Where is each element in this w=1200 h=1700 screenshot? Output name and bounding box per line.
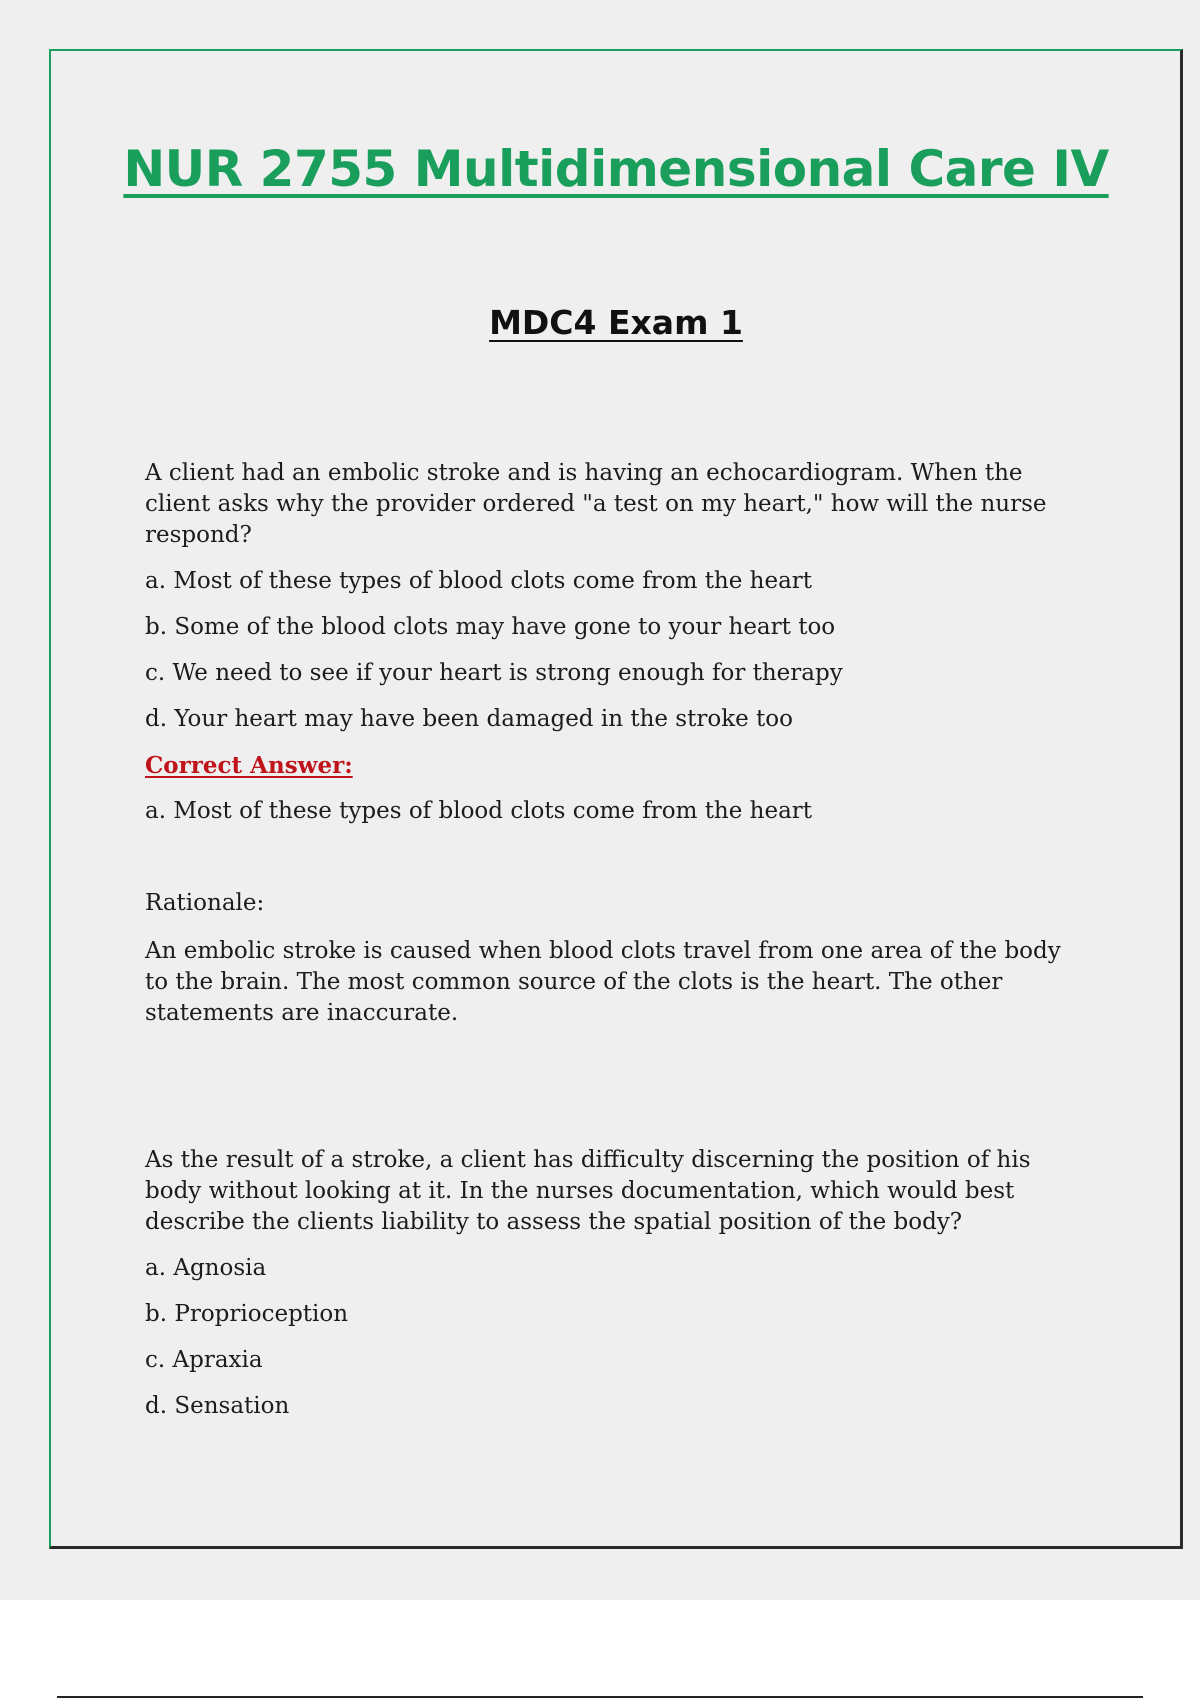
correct-answer-text: a. Most of these types of blood clots come from the heart <box>145 798 813 824</box>
question-2 <box>145 1145 1075 1422</box>
course-title <box>0 140 1200 198</box>
page-bottom-rule <box>57 1696 1143 1698</box>
answer-option-b: b. Proprioception <box>145 1301 349 1327</box>
course-title-text: NUR 2755 Multidimensional Care IV <box>123 140 1109 198</box>
rationale-label: Rationale: <box>145 890 265 916</box>
question-stem: A client had an embolic stroke and is having an echocardiogram. When the client asks why the provider ordered "a test on my heart," how will the nurse respond? <box>145 460 1047 548</box>
answer-option-d: d. Sensation <box>145 1393 290 1419</box>
correct-answer-label: Correct Answer: <box>145 752 353 779</box>
answer-option-a: a. Agnosia <box>145 1255 267 1281</box>
exam-title-text: MDC4 Exam 1 <box>489 303 743 342</box>
answer-option-c: c. We need to see if your heart is strong enough for therapy <box>145 660 843 686</box>
answer-option-c: c. Apraxia <box>145 1347 263 1373</box>
answer-option-d: d. Your heart may have been damaged in the stroke too <box>145 706 793 732</box>
question-1 <box>145 458 1075 1029</box>
answer-option-b: b. Some of the blood clots may have gone to your heart too <box>145 614 836 640</box>
exam-title <box>0 303 1200 342</box>
rationale-text: An embolic stroke is caused when blood clots travel from one area of the body to the brain. The most common source of the clots is the heart. The other statements are inaccurate. <box>145 938 1061 1026</box>
answer-option-a: a. Most of these types of blood clots come from the heart <box>145 568 813 594</box>
question-stem: As the result of a stroke, a client has difficulty discerning the position of his body without looking at it. In the nurses documentation, which would best describe the clients liability to assess the spatial position of the body? <box>145 1147 1031 1235</box>
